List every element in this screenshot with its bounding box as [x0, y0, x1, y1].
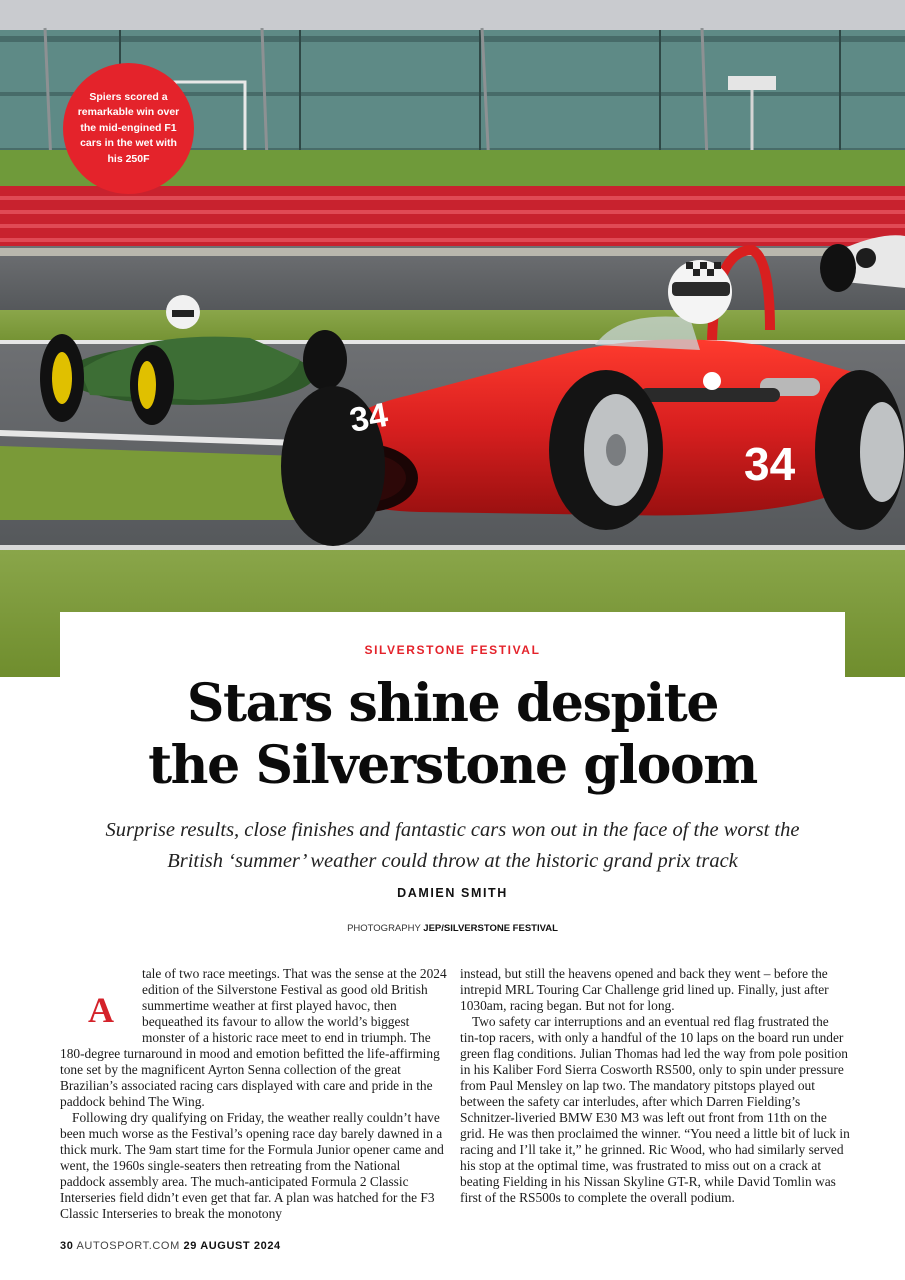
- author-byline: DAMIEN SMITH: [397, 886, 508, 900]
- headline-line-1: Stars shine despite: [186, 673, 719, 734]
- body-paragraph: [60, 966, 448, 1110]
- photo-credit-name: JEP/SILVERSTONE FESTIVAL: [423, 923, 558, 934]
- issue-date: 29 AUGUST 2024: [183, 1240, 281, 1252]
- headline: [0, 673, 905, 797]
- body-paragraph: Following dry qualifying on Friday, the weather really couldn’t have been much worse as the Festival’s opening race day barely dawned in a thick murk. The 9am start time for the Formula Junior opener came and went, the 1960s single-seaters then retreating from the National paddock assembly area. The much-anticipated Formula 2 Classic Interseries field didn’t even get that far. A plan was hatched for the F3 Classic Interseries to break the monotony: [60, 1110, 444, 1221]
- body-paragraph: instead, but still the heavens opened and back they went – before the intrepid MRL Touring Car Challenge grid lined up. Finally, just after 1030am, racing began. But not for long.: [460, 966, 829, 1013]
- car-number-nose: 34: [346, 395, 391, 440]
- photo-credit: [0, 923, 905, 934]
- body-paragraph-text: tale of two race meetings. That was the sense at the 2024 edition of the Silverstone Festival as good old British summertime weather at first played havoc, then bequeathed its favour to allow the world’s biggest monster of a historic race meet to end in triumph. The 180-degree turnaround in mood and emotion befitted the life-affirming tone set by the magnificent Ayrton Senna collection of the great Brazilian’s associated racing cars displayed with care and pride in the paddock behind The Wing.: [60, 966, 447, 1109]
- standfirst: Surprise results, close finishes and fantastic cars won out in the face of the worst the British ‘summer’ weather could throw at the historic grand prix track: [105, 819, 800, 872]
- photo-credit-label: PHOTOGRAPHY: [347, 923, 421, 934]
- page-folio: [60, 1240, 281, 1252]
- body-column-right: [460, 966, 850, 1206]
- headline-line-2: the Silverstone gloom: [148, 735, 757, 796]
- body-column-left: [60, 966, 448, 1222]
- car-number-side: 34: [744, 438, 796, 490]
- section-kicker: SILVERSTONE FESTIVAL: [364, 643, 541, 657]
- photo-caption-bubble: [63, 63, 194, 194]
- site-name: AUTOSPORT.COM: [76, 1240, 180, 1252]
- drop-cap: A: [88, 990, 114, 1030]
- photo-caption: Spiers scored a remarkable win over the mid-engined F1 cars in the wet with his 250F: [77, 90, 180, 165]
- page-number: 30: [60, 1240, 74, 1252]
- body-paragraph: Two safety car interruptions and an eventual red flag frustrated the tin-top racers, with only a handful of the 10 laps on the board run under green flag conditions. Julian Thomas had led the way from pole position in his Kaliber Ford Sierra Cosworth RS500, only to spin under pressure from Paul Mensley on lap two. The mandatory pitstops played out between the safety car interludes, after which Darren Fielding’s Schnitzer-liveried BMW E30 M3 was left out front from 11th on the grid. He was then proclaimed the winner. “You need a little bit of luck in racing and I’ll take it,” he grinned. Ric Wood, who had similarly served his stop at the optimal time, was frustrated to miss out on a crack at beating Fielding in his Nissan Skyline GT-R, while David Tomlin was first of the RS500s to complete the overall podium.: [460, 1014, 850, 1205]
